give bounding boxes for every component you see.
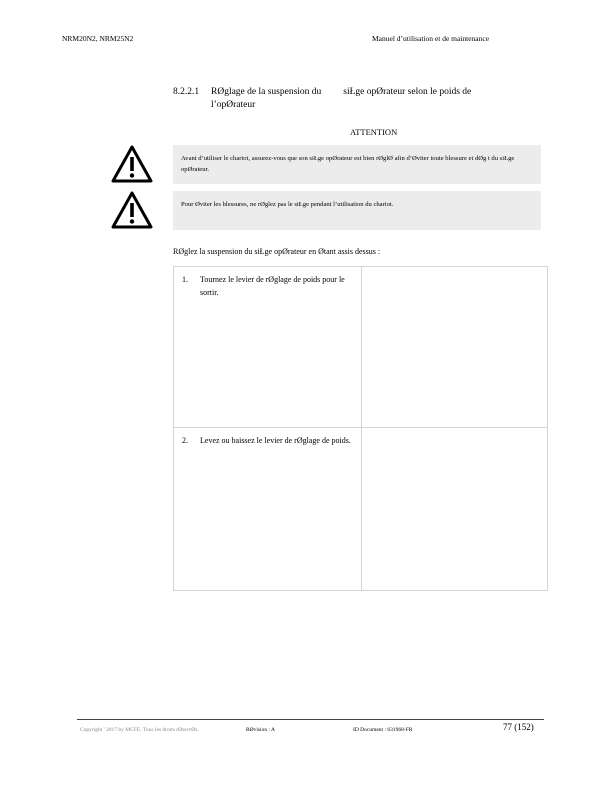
step-number: 1. [182, 275, 188, 284]
footer-divider [77, 719, 544, 720]
warning-text: Avant d’utiliser le chariot, assurez-vous que son siŁge opØrateur est bien rØglØ afin d’Øviter toute blessure et dØg t du siŁge opØrateur. [181, 155, 515, 173]
step-image-cell [362, 267, 548, 428]
step-image-cell [362, 428, 548, 591]
warning-box [173, 191, 541, 230]
footer-copyright: Copyright ' 2017 by MCFE. Tous les droits rØservØs. [80, 727, 199, 733]
warning-triangle-icon [111, 190, 153, 230]
table-row [174, 267, 548, 428]
warning-text: Pour Øviter les blessures, ne rØglez pas le siŁge pendant l’utilisation du chariot. [181, 201, 394, 208]
step-text: Levez ou baissez le levier de rØglage de poids. [200, 436, 351, 445]
step-cell [174, 428, 362, 591]
section-number: 8.2.2.1 [173, 87, 200, 97]
header-manual-title: Manuel d’utilisation et de maintenance [372, 34, 490, 43]
header-model: NRM20N2, NRM25N2 [62, 34, 134, 43]
steps-table [173, 266, 548, 591]
section-title-part2: siŁge opØrateur selon le poids de [343, 87, 472, 97]
section-heading [173, 86, 513, 112]
table-row [174, 428, 548, 591]
warning-triangle-icon [111, 144, 153, 184]
step-number: 2. [182, 436, 188, 445]
footer-revision: RØvision : A [246, 727, 276, 733]
step-cell [174, 267, 362, 428]
page-number: 77 (152) [503, 722, 534, 732]
step-text: Tournez le levier de rØglage de poids pour le sortir. [200, 275, 345, 297]
footer-doc-id: ID Document : 631968-FR [353, 727, 413, 733]
section-title-part1: RØglage de la suspension du [211, 87, 322, 97]
intro-paragraph: RØglez la suspension du siŁge opØrateur en Øtant assis dessus : [173, 247, 381, 256]
attention-heading: ATTENTION [350, 127, 398, 137]
section-title-line2: l’opØrateur [211, 100, 256, 110]
warning-box [173, 145, 541, 184]
